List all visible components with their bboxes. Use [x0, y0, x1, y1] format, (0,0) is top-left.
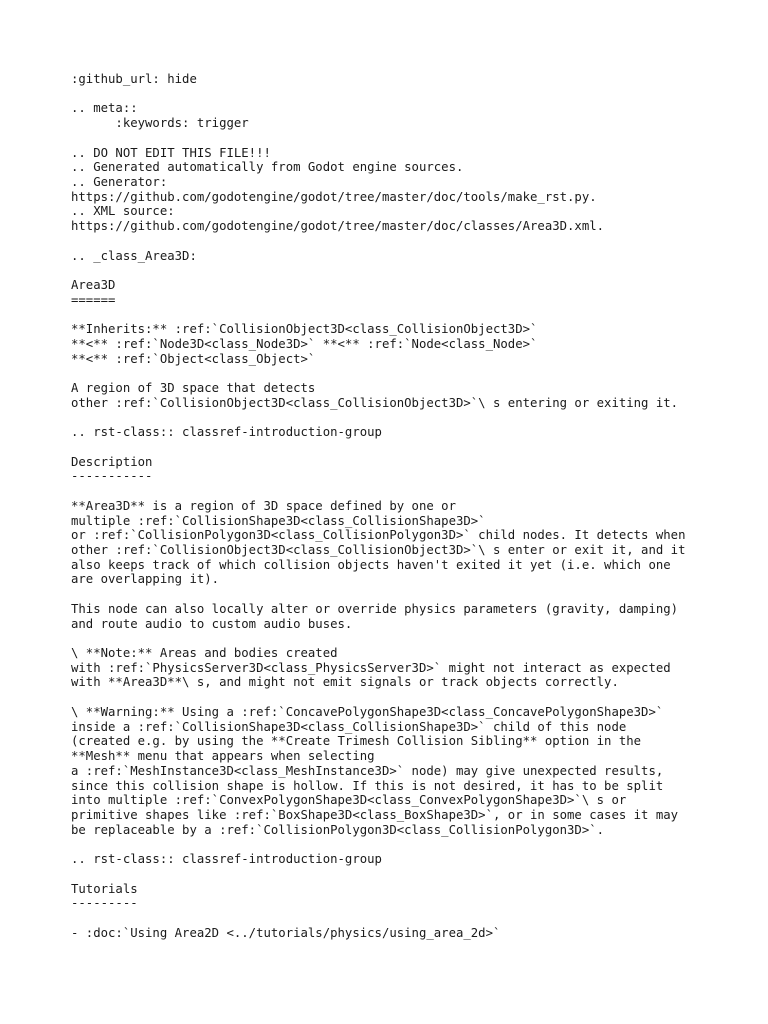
blank-line [71, 411, 751, 426]
section-heading: Description [71, 454, 153, 469]
text-line: into multiple :ref:`ConvexPolygonShape3D<class_ConvexPolygonShape3D>`\ s or [71, 793, 627, 808]
text-line: :github_url: hide [71, 72, 197, 86]
text-line: or :ref:`CollisionPolygon3D<class_CollisionPolygon3D>` child nodes. It detects when [71, 528, 686, 543]
document-page [71, 72, 751, 940]
text-line: a :ref:`MeshInstance3D<class_MeshInstance3D>` node) may give unexpected results, [71, 763, 664, 778]
text-line: .. DO NOT EDIT THIS FILE!!! [71, 145, 271, 160]
blank-line [71, 234, 751, 249]
text-line: - :doc:`Using Area2D <../tutorials/physics/using_area_2d>` [71, 925, 501, 940]
text-line: https://github.com/godotengine/godot/tree/master/doc/classes/Area3D.xml. [71, 219, 605, 234]
text-line: multiple :ref:`CollisionShape3D<class_CollisionShape3D>` [71, 513, 486, 528]
blank-line [71, 87, 751, 102]
text-line: also keeps track of which collision objects haven't exited it yet (i.e. which one [71, 557, 671, 572]
text-line: .. meta:: [71, 101, 138, 116]
blank-line [71, 308, 751, 323]
blank-line [71, 837, 751, 852]
text-line: primitive shapes like :ref:`BoxShape3D<class_BoxShape3D>`, or in some cases it may [71, 807, 679, 822]
blank-line [71, 440, 751, 455]
heading-underline: ----------- [71, 469, 153, 484]
blank-line [71, 911, 751, 926]
text-line: \ **Note:** Areas and bodies created [71, 646, 338, 661]
blank-line [71, 484, 751, 499]
text-line: are overlapping it). [71, 572, 220, 587]
text-line: **<** :ref:`Node3D<class_Node3D>` **<** :ref:`Node<class_Node>` [71, 336, 538, 351]
text-line: **Area3D** is a region of 3D space defined by one or [71, 498, 456, 513]
text-line: .. _class_Area3D: [71, 248, 197, 263]
text-line: and route audio to custom audio buses. [71, 616, 353, 631]
text-line: .. Generated automatically from Godot engine sources. [71, 160, 464, 175]
text-line: **Mesh** menu that appears when selecting [71, 749, 375, 764]
heading-underline: --------- [71, 896, 138, 911]
text-line: **<** :ref:`Object<class_Object>` [71, 351, 316, 366]
text-line: .. Generator: [71, 175, 168, 190]
text-line: with :ref:`PhysicsServer3D<class_PhysicsServer3D>` might not interact as expected [71, 660, 671, 675]
text-line: \ **Warning:** Using a :ref:`ConcavePolygonShape3D<class_ConcavePolygonShape3D>` [71, 704, 664, 719]
blank-line [71, 131, 751, 146]
blank-line [71, 867, 751, 882]
blank-line [71, 690, 751, 705]
blank-line [71, 263, 751, 278]
blank-line [71, 587, 751, 602]
section-heading: Tutorials [71, 881, 138, 896]
text-line: **Inherits:** :ref:`CollisionObject3D<class_CollisionObject3D>` [71, 322, 538, 337]
text-line: (created e.g. by using the **Create Trimesh Collision Sibling** option in the [71, 734, 642, 749]
text-line: A region of 3D space that detects [71, 381, 316, 396]
text-line: .. rst-class:: classref-introduction-group [71, 425, 382, 440]
text-line: other :ref:`CollisionObject3D<class_CollisionObject3D>`\ s entering or exiting it. [71, 395, 679, 410]
text-line: .. XML source: [71, 204, 175, 219]
page-title: Area3D [71, 278, 116, 293]
text-line: inside a :ref:`CollisionShape3D<class_CollisionShape3D>` child of this node [71, 719, 627, 734]
blank-line [71, 631, 751, 646]
text-line: since this collision shape is hollow. If this is not desired, it has to be split [71, 778, 664, 793]
blank-line [71, 366, 751, 381]
text-line: with **Area3D**\ s, and might not emit signals or track objects correctly. [71, 675, 619, 690]
text-line: :keywords: trigger [71, 116, 249, 131]
text-line: .. rst-class:: classref-introduction-group [71, 852, 382, 867]
text-line: This node can also locally alter or override physics parameters (gravity, damping) [71, 601, 679, 616]
text-line: https://github.com/godotengine/godot/tree/master/doc/tools/make_rst.py. [71, 189, 597, 204]
text-line: other :ref:`CollisionObject3D<class_CollisionObject3D>`\ s enter or exit it, and it [71, 543, 686, 557]
text-line: be replaceable by a :ref:`CollisionPolygon3D<class_CollisionPolygon3D>`. [71, 822, 605, 837]
title-underline: ====== [71, 292, 116, 307]
